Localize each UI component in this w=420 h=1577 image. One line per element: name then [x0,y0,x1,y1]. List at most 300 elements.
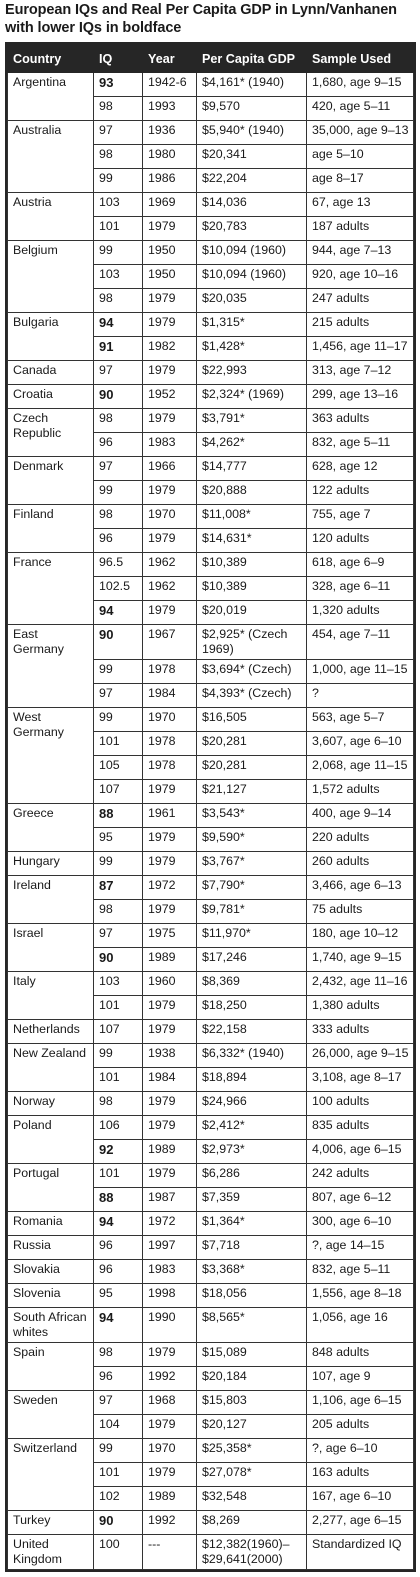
sample-cell: 1,056, age 16 [307,1308,414,1343]
country-cell: Romania [8,1212,94,1236]
header-sample: Sample Used [307,45,414,73]
sample-cell: 1,680, age 9–15 [307,73,414,97]
table-row [8,1236,414,1260]
sample-cell: 220 adults [307,828,414,852]
sample-cell: 313, age 7–12 [307,361,414,385]
sample-cell: 26,000, age 9–15 [307,1044,414,1068]
year-cell: 1979 [143,481,197,505]
year-cell: 1962 [143,577,197,601]
sample-cell: 247 adults [307,289,414,313]
iq-cell: 87 [94,876,143,900]
year-cell: 1961 [143,804,197,828]
table-row [8,804,414,828]
iq-cell: 98 [94,900,143,924]
country-cell: Slovakia [8,1260,94,1284]
iq-cell: 97 [94,1391,143,1415]
year-cell: 1970 [143,1439,197,1463]
year-cell: 1968 [143,1391,197,1415]
country-cell: Croatia [8,385,94,409]
iq-cell: 92 [94,1140,143,1164]
gdp-cell: $8,269 [197,1511,307,1535]
iq-cell: 96.5 [94,553,143,577]
gdp-cell: $14,631* [197,529,307,553]
gdp-cell: $20,184 [197,1367,307,1391]
iq-cell: 96 [94,433,143,457]
year-cell: 1978 [143,660,197,684]
year-cell: 1979 [143,780,197,804]
country-cell: Israel [8,924,94,972]
gdp-cell: $27,078* [197,1463,307,1487]
table-title [5,0,415,42]
year-cell: 1979 [143,1343,197,1367]
gdp-cell: $2,973* [197,1140,307,1164]
table-row [8,1212,414,1236]
year-cell: 1936 [143,121,197,145]
gdp-cell: $9,590* [197,828,307,852]
year-cell: 1975 [143,924,197,948]
year-cell: 1938 [143,1044,197,1068]
iq-cell: 95 [94,828,143,852]
sample-cell: 205 adults [307,1415,414,1439]
sample-cell: 1,320 adults [307,601,414,625]
gdp-cell: $18,056 [197,1284,307,1308]
sample-cell: 363 adults [307,409,414,433]
sample-cell: 187 adults [307,217,414,241]
iq-cell: 99 [94,708,143,732]
sample-cell: 3,466, age 6–13 [307,876,414,900]
iq-cell: 90 [94,625,143,660]
header-gdp: Per Capita GDP [197,45,307,73]
sample-cell: 167, age 6–10 [307,1487,414,1511]
sample-cell: 1,556, age 8–18 [307,1284,414,1308]
iq-gdp-table [7,44,414,1570]
iq-cell: 101 [94,1463,143,1487]
gdp-cell: $3,368* [197,1260,307,1284]
gdp-cell: $32,548 [197,1487,307,1511]
table-row [8,625,414,660]
country-cell: France [8,553,94,625]
iq-cell: 100 [94,1535,143,1570]
iq-cell: 90 [94,948,143,972]
gdp-cell: $1,315* [197,313,307,337]
iq-cell: 97 [94,924,143,948]
year-cell: 1970 [143,505,197,529]
country-cell: Denmark [8,457,94,505]
gdp-cell: $3,767* [197,852,307,876]
sample-cell: 100 adults [307,1092,414,1116]
year-cell: 1984 [143,684,197,708]
table-row [8,852,414,876]
table-row [8,409,414,433]
gdp-cell: $4,393* (Czech) [197,684,307,708]
gdp-cell: $10,094 (1960) [197,241,307,265]
table-row [8,1116,414,1140]
gdp-cell: $6,286 [197,1164,307,1188]
iq-cell: 96 [94,1367,143,1391]
iq-cell: 99 [94,1439,143,1463]
iq-cell: 93 [94,73,143,97]
sample-cell: 260 adults [307,852,414,876]
year-cell: 1978 [143,756,197,780]
year-cell: 1979 [143,289,197,313]
iq-cell: 98 [94,1343,143,1367]
country-cell: Argentina [8,73,94,121]
iq-cell: 90 [94,385,143,409]
sample-cell: 1,106, age 6–15 [307,1391,414,1415]
year-cell: 1986 [143,169,197,193]
gdp-cell: $4,262* [197,433,307,457]
country-cell: Austria [8,193,94,241]
country-cell: Greece [8,804,94,852]
country-cell: Poland [8,1116,94,1164]
iq-cell: 103 [94,265,143,289]
year-cell: 1967 [143,625,197,660]
gdp-cell: $22,158 [197,1020,307,1044]
country-cell: New Zealand [8,1044,94,1092]
iq-cell: 91 [94,337,143,361]
gdp-cell: $3,543* [197,804,307,828]
year-cell: 1979 [143,1020,197,1044]
iq-cell: 94 [94,601,143,625]
year-cell: 1987 [143,1188,197,1212]
iq-cell: 90 [94,1511,143,1535]
gdp-cell: $11,008* [197,505,307,529]
iq-cell: 97 [94,457,143,481]
year-cell: 1979 [143,361,197,385]
year-cell: 1983 [143,1260,197,1284]
year-cell: 1979 [143,313,197,337]
sample-cell: 628, age 12 [307,457,414,481]
year-cell: 1989 [143,1487,197,1511]
gdp-cell: $18,250 [197,996,307,1020]
iq-cell: 98 [94,505,143,529]
sample-cell: age 8–17 [307,169,414,193]
country-cell: Portugal [8,1164,94,1212]
country-cell: Switzerland [8,1439,94,1511]
gdp-cell: $20,127 [197,1415,307,1439]
gdp-cell: $3,694* (Czech) [197,660,307,684]
gdp-cell: $14,777 [197,457,307,481]
gdp-cell: $10,389 [197,577,307,601]
sample-cell: 3,607, age 6–10 [307,732,414,756]
iq-cell: 99 [94,169,143,193]
table-row [8,1044,414,1068]
table-row [8,121,414,145]
country-cell: Sweden [8,1391,94,1439]
table-row [8,1020,414,1044]
year-cell: 1979 [143,601,197,625]
sample-cell: 1,740, age 9–15 [307,948,414,972]
year-cell: 1992 [143,1367,197,1391]
year-cell: 1979 [143,1463,197,1487]
iq-cell: 94 [94,1212,143,1236]
year-cell: 1979 [143,996,197,1020]
sample-cell: 400, age 9–14 [307,804,414,828]
table-row [8,1260,414,1284]
title-line-2: with lower IQs in boldface [5,20,182,36]
country-cell: East Germany [8,625,94,708]
iq-cell: 98 [94,409,143,433]
country-cell: Finland [8,505,94,553]
country-cell: Belgium [8,241,94,313]
gdp-cell: $1,364* [197,1212,307,1236]
year-cell: 1942-6 [143,73,197,97]
country-cell: Italy [8,972,94,1020]
country-cell: South African whites [8,1308,94,1343]
sample-cell: 299, age 13–16 [307,385,414,409]
sample-cell: 120 adults [307,529,414,553]
sample-cell: 1,456, age 11–17 [307,337,414,361]
iq-cell: 97 [94,121,143,145]
iq-cell: 99 [94,1044,143,1068]
table-header [8,45,414,73]
gdp-cell: $20,019 [197,601,307,625]
year-cell: 1969 [143,193,197,217]
year-cell: 1989 [143,1140,197,1164]
table-row [8,505,414,529]
year-cell: 1979 [143,1092,197,1116]
year-cell: 1980 [143,145,197,169]
year-cell: 1979 [143,409,197,433]
gdp-cell: $20,341 [197,145,307,169]
table-row [8,1164,414,1188]
year-cell: 1992 [143,1511,197,1535]
title-line-1: European IQs and Real Per Capita GDP in Lynn/Vanhanen [5,2,397,18]
iq-cell: 96 [94,1260,143,1284]
sample-cell: 215 adults [307,313,414,337]
iq-cell: 101 [94,996,143,1020]
iq-cell: 99 [94,660,143,684]
gdp-cell: $25,358* [197,1439,307,1463]
gdp-cell: $2,925* (Czech 1969) [197,625,307,660]
gdp-cell: $7,718 [197,1236,307,1260]
country-cell: Bulgaria [8,313,94,361]
gdp-cell: $10,389 [197,553,307,577]
country-cell: Canada [8,361,94,385]
year-cell: 1989 [143,948,197,972]
sample-cell: 2,068, age 11–15 [307,756,414,780]
gdp-cell: $3,791* [197,409,307,433]
gdp-cell: $24,966 [197,1092,307,1116]
sample-cell: 3,108, age 8–17 [307,1068,414,1092]
gdp-cell: $20,281 [197,732,307,756]
iq-cell: 101 [94,1068,143,1092]
year-cell: 1972 [143,876,197,900]
year-cell: 1997 [143,1236,197,1260]
iq-cell: 99 [94,241,143,265]
figure [5,0,415,1577]
gdp-cell: $18,894 [197,1068,307,1092]
sample-cell: ?, age 6–10 [307,1439,414,1463]
table-row [8,361,414,385]
gdp-cell: $20,035 [197,289,307,313]
table-row [8,385,414,409]
sample-cell: 2,277, age 6–15 [307,1511,414,1535]
year-cell: 1990 [143,1308,197,1343]
iq-cell: 102 [94,1487,143,1511]
gdp-cell: $9,570 [197,97,307,121]
table-row [8,876,414,900]
year-cell: 1982 [143,337,197,361]
iq-cell: 98 [94,289,143,313]
year-cell: 1993 [143,97,197,121]
sample-cell: 75 adults [307,900,414,924]
iq-cell: 106 [94,1116,143,1140]
year-cell: --- [143,1535,197,1570]
sample-cell: 807, age 6–12 [307,1188,414,1212]
sample-cell: 328, age 6–11 [307,577,414,601]
country-cell: Russia [8,1236,94,1260]
sample-cell: 832, age 5–11 [307,433,414,457]
country-cell: Ireland [8,876,94,924]
gdp-cell: $22,204 [197,169,307,193]
table-row [8,1092,414,1116]
sample-cell: 300, age 6–10 [307,1212,414,1236]
gdp-cell: $14,036 [197,193,307,217]
table-row [8,241,414,265]
gdp-cell: $8,565* [197,1308,307,1343]
sample-cell: ?, age 14–15 [307,1236,414,1260]
iq-cell: 94 [94,1308,143,1343]
sample-cell: 454, age 7–11 [307,625,414,660]
table-row [8,313,414,337]
sample-cell: 242 adults [307,1164,414,1188]
sample-cell: 944, age 7–13 [307,241,414,265]
table-row [8,1535,414,1570]
iq-cell: 96 [94,1236,143,1260]
iq-cell: 98 [94,145,143,169]
year-cell: 1979 [143,828,197,852]
sample-cell: 163 adults [307,1463,414,1487]
year-cell: 1978 [143,732,197,756]
table-row [8,73,414,97]
iq-cell: 88 [94,804,143,828]
sample-cell: Standardized IQ [307,1535,414,1570]
table-row [8,1284,414,1308]
table-row [8,553,414,577]
year-cell: 1962 [143,553,197,577]
table-row [8,457,414,481]
iq-cell: 97 [94,361,143,385]
gdp-cell: $12,382(1960)–$29,641(2000) [197,1535,307,1570]
year-cell: 1950 [143,265,197,289]
table-row [8,193,414,217]
table-row [8,1511,414,1535]
year-cell: 1979 [143,1415,197,1439]
iq-cell: 103 [94,193,143,217]
sample-cell: 755, age 7 [307,505,414,529]
iq-cell: 88 [94,1188,143,1212]
sample-cell: 1,572 adults [307,780,414,804]
table-row [8,1343,414,1367]
sample-cell: 67, age 13 [307,193,414,217]
year-cell: 1984 [143,1068,197,1092]
sample-cell: 107, age 9 [307,1367,414,1391]
sample-cell: ? [307,684,414,708]
sample-cell: 35,000, age 9–13 [307,121,414,145]
year-cell: 1979 [143,900,197,924]
iq-cell: 97 [94,684,143,708]
sample-cell: 618, age 6–9 [307,553,414,577]
gdp-cell: $21,127 [197,780,307,804]
year-cell: 1979 [143,1164,197,1188]
gdp-cell: $10,094 (1960) [197,265,307,289]
gdp-cell: $2,412* [197,1116,307,1140]
table-row [8,924,414,948]
country-cell: United Kingdom [8,1535,94,1570]
gdp-cell: $15,089 [197,1343,307,1367]
year-cell: 1983 [143,433,197,457]
sample-cell: 848 adults [307,1343,414,1367]
country-cell: Czech Republic [8,409,94,457]
gdp-cell: $20,281 [197,756,307,780]
sample-cell: age 5–10 [307,145,414,169]
gdp-cell: $2,324* (1969) [197,385,307,409]
gdp-cell: $6,332* (1940) [197,1044,307,1068]
iq-cell: 98 [94,97,143,121]
iq-cell: 103 [94,972,143,996]
table-body [8,73,414,1570]
sample-cell: 4,006, age 6–15 [307,1140,414,1164]
iq-cell: 95 [94,1284,143,1308]
year-cell: 1972 [143,1212,197,1236]
sample-cell: 2,432, age 11–16 [307,972,414,996]
year-cell: 1960 [143,972,197,996]
gdp-cell: $16,505 [197,708,307,732]
gdp-cell: $8,369 [197,972,307,996]
table-row [8,1391,414,1415]
header-row [8,45,414,73]
country-cell: Australia [8,121,94,193]
year-cell: 1979 [143,852,197,876]
header-year: Year [143,45,197,73]
table-row [8,708,414,732]
gdp-cell: $11,970* [197,924,307,948]
year-cell: 1952 [143,385,197,409]
sample-cell: 920, age 10–16 [307,265,414,289]
iq-cell: 102.5 [94,577,143,601]
table-frame [5,42,416,1572]
year-cell: 1979 [143,217,197,241]
iq-cell: 107 [94,1020,143,1044]
iq-cell: 105 [94,756,143,780]
iq-cell: 98 [94,1092,143,1116]
iq-cell: 94 [94,313,143,337]
gdp-cell: $15,803 [197,1391,307,1415]
header-iq: IQ [94,45,143,73]
gdp-cell: $20,783 [197,217,307,241]
iq-cell: 99 [94,852,143,876]
iq-cell: 104 [94,1415,143,1439]
country-cell: Norway [8,1092,94,1116]
sample-cell: 1,380 adults [307,996,414,1020]
sample-cell: 180, age 10–12 [307,924,414,948]
country-cell: Hungary [8,852,94,876]
sample-cell: 333 adults [307,1020,414,1044]
year-cell: 1966 [143,457,197,481]
year-cell: 1998 [143,1284,197,1308]
gdp-cell: $7,790* [197,876,307,900]
gdp-cell: $4,161* (1940) [197,73,307,97]
gdp-cell: $9,781* [197,900,307,924]
iq-cell: 101 [94,217,143,241]
table-row [8,1439,414,1463]
header-country: Country [8,45,94,73]
sample-cell: 835 adults [307,1116,414,1140]
iq-cell: 101 [94,732,143,756]
year-cell: 1950 [143,241,197,265]
country-cell: West Germany [8,708,94,804]
